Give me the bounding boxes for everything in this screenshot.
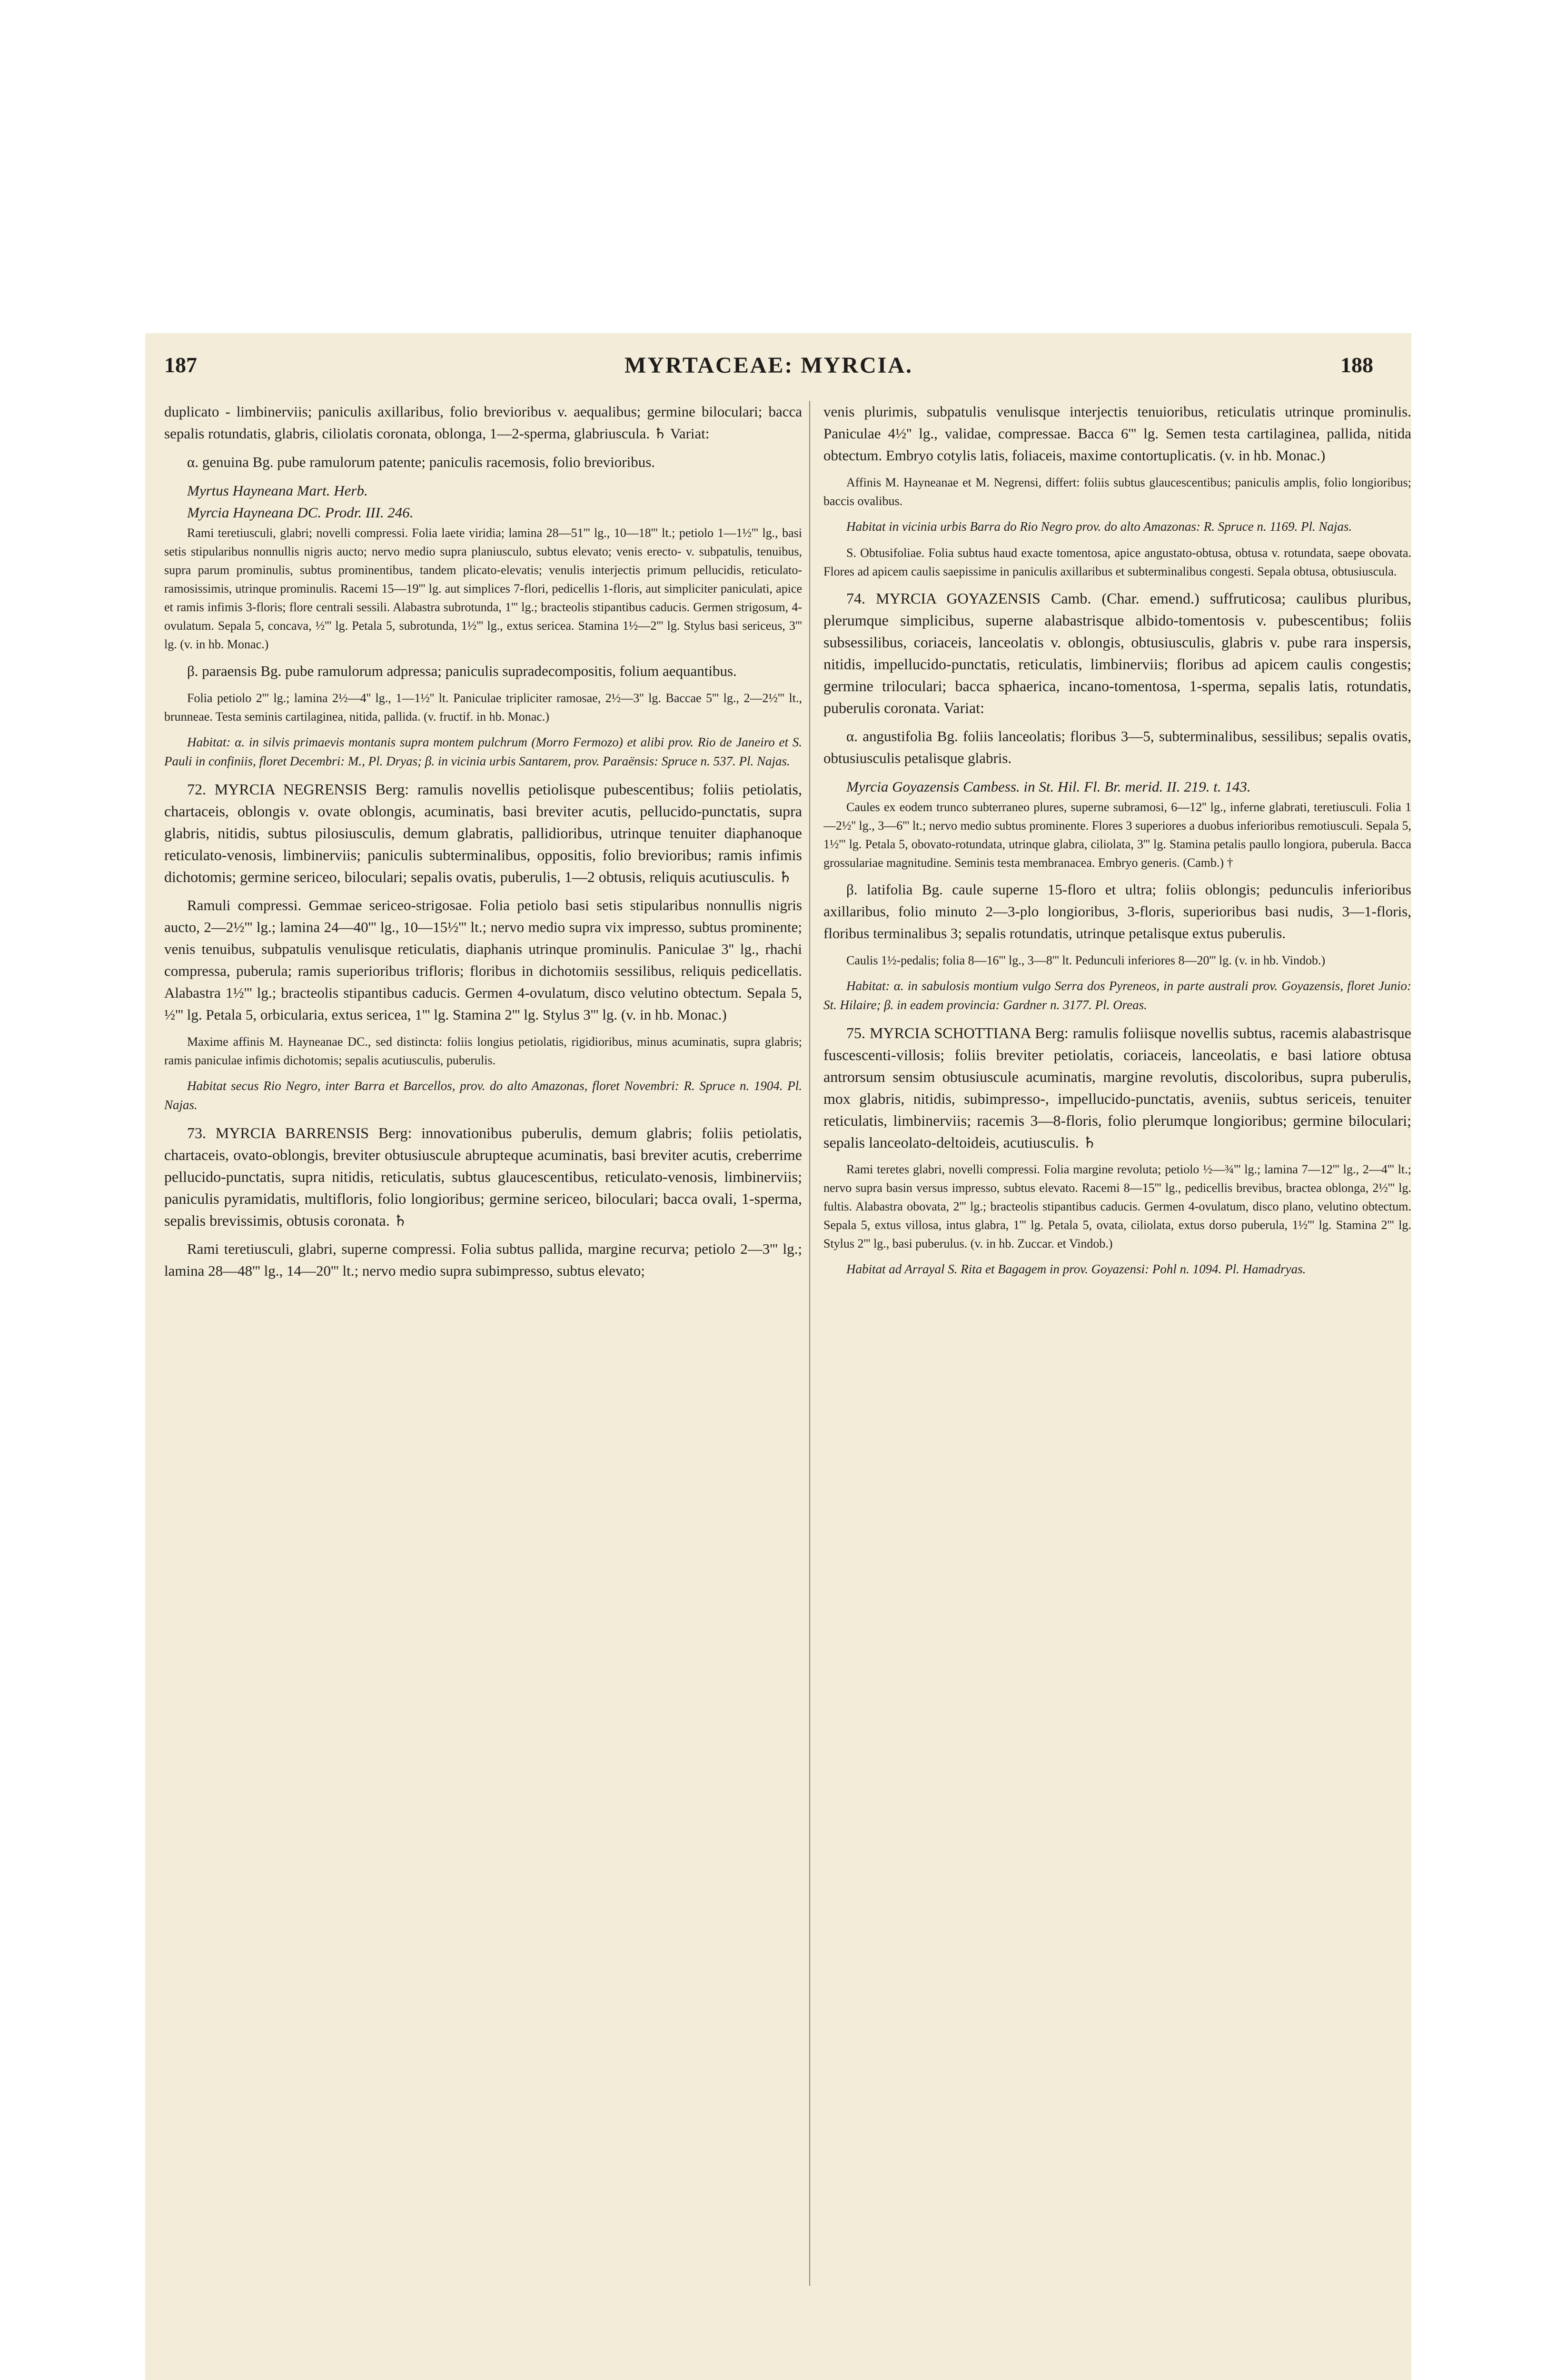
morphology-paragraph: Ramuli compressi. Gemmae sericeo-strigosae. Folia petiolo basi setis stipularibus nonnullis nigris aucto, 2—2½''' lg.; lamina 24—40''' lg., 10—15½''' lt.; nervo medio supra vix impresso, subtus prominente; venis tenuibus, subpatulis venulisque reticulatis, diaphanis utrinque prominulis. Paniculae 3'' lg., rhachi compressa, puberula; ramis superioribus trifloris; floribus in dichotomiis sessilibus, reliquis pedicellatis. Alabastra 1½''' lg.; bracteolis stipantibus caducis. Germen 4-ovulatum, disco velutino obtectum. Sepala 5, ½''' lg. Petala 5, orbicularia, extus sericea, 1''' lg. Stamina 2''' lg. Stylus 3''' lg. (v. in hb. Monac.) [164,897,802,1023]
species-entry-73: 73. MYRCIA BARRENSIS Berg: innovationibus puberulis, demum glabris; foliis petiolatis, chartaceis, ovato-oblongis, breviter obtusiuscule abrupteque acuminatis, basi breviter acutis, creberrime pellucido-punctatis, supra nitidis, reticulatis, subtus glaucescentibus, reticulato-venosis, limbinerviis; paniculis pyramidatis, multifloris, folio longioribus; germine sericeo, biloculari; bacca ovali, 1-sperma, sepalis brevissimis, obtusis coronata. ♄ [164,1124,802,1229]
right-column [823,401,1411,2305]
synonym: Myrcia Goyazensis Cambess. in St. Hil. Fl. Br. merid. II. 219. t. 143. [846,778,1251,795]
habitat-note: Habitat ad Arrayal S. Rita et Bagagem in prov. Goyazensi: Pohl n. 1094. Pl. Hamadryas. [846,1262,1306,1276]
affinity-note: Maxime affinis M. Hayneanae DC., sed distincta: foliis longius petiolatis, rigidioribus, minus acuminatis, supra glabris; ramis paniculae infimis dichotomis; sepalis acutiusculis, puberulis. [164,1035,802,1067]
morphology-paragraph: Rami teretiusculi, glabri; novelli compressi. Folia laete viridia; lamina 28—51''' lg., 10—18''' lt.; petiolo 1—1½''' lg., basi setis stipularibus nonnullis nigris aucto; nervo medio supra planiusculo, subtus elevato; venis erecto- v. subpatulis, tenuibus, supra parum prominulis, subtus prominentibus, tandem plicato-elevatis; venulis interjectis primum pellucidis, reticulato-ramosissimis, utrinque prominulis. Racemi 15—19''' lg. aut simplices 7-flori, pedicellis 1-floris, aut simpliciter paniculati, apice et ramis infimis 3-floris; flore centrali sessili. Alabastra subrotunda, 1''' lg.; bracteolis stipantibus caducis. Germen strigosum, 4-ovulatum. Sepala 5, concava, ½''' lg. Petala 5, subrotunda, 1½''' lg., extus sericea. Stamina 1½—2''' lg. Stylus basi sericeus, 3''' lg. (v. in hb. Monac.) [164,526,802,651]
description-paragraph: venis plurimis, subpatulis venulisque interjectis tenuioribus, reticulatis utrinque prominulis. Paniculae 4½'' lg., validae, compressae. Bacca 6''' lg. Semen testa cartilaginea, pallida, nitida obtectum. Embryo cotylis latis, foliaceis, maxime contortuplicatis. (v. in hb. Monac.) [823,403,1411,464]
species-entry-74: 74. MYRCIA GOYAZENSIS Camb. (Char. emend.) suffruticosa; caulibus pluribus, plerumque simplicibus, superne alabastrisque albido-tomentosis v. pubescentibus; foliis subsessilibus, coriaceis, lanceolatis v. oblongis, obtusiusculis, glabris v. pube rara inspersis, nitidis, impellucido-punctatis, reticulatis, limbinerviis; floribus ad apicem caulis congestis; germine triloculari; bacca sphaerica, incano-tomentosa, 1-sperma, sepalis latis, rotundatis, puberulis coronata. Variat: [823,590,1411,716]
running-title: MYRTACEAE: MYRCIA. [624,353,913,378]
morphology-paragraph: Folia petiolo 2''' lg.; lamina 2½—4'' lg., 1—1½'' lt. Paniculae tripliciter ramosae, 2½—3'' lg. Baccae 5''' lg., 2—2½''' lt., brunneae. Testa seminis cartilaginea, nitida, pallida. (v. fructif. in hb. Monac.) [164,691,802,724]
description-paragraph: duplicato - limbinerviis; paniculis axillaribus, folio brevioribus v. aequalibus; germine biloculari; bacca sepalis rotundatis, glabris, ciliolatis coronata, oblonga, 1—2-sperma, glabriuscula. ♄ Variat: [164,403,802,442]
morphology-paragraph: Rami teretiusculi, glabri, superne compressi. Folia subtus pallida, margine recurva; petiolo 2—3''' lg.; lamina 28—48''' lg., 14—20''' lt.; nervo medio supra subimpresso, subtus elevato; [164,1240,802,1279]
habitat-note: Habitat: α. in sabulosis montium vulgo Serra dos Pyreneos, in parte australi prov. Goyazensis, floret Junio: St. Hilaire; β. in eadem provincia: Gardner n. 3177. Pl. Oreas. [823,979,1411,1012]
morphology-paragraph: Caules ex eodem trunco subterraneo plures, superne subramosi, 6—12'' lg., inferne glabrati, teretiusculi. Folia 1—2½'' lg., 3—6''' lt.; nervo medio subtus prominente. Flores 3 superiores a duobus inferioribus remotiusculi. Sepala 5, 1½''' lg. Petala 5, obovato-rotundata, utrinque glabra, ciliolata, 3''' lg. Stamina petalis paullo longiora, puberula. Bacca grossulariae magnitudine. Seminis testa membranacea. Embryo generis. (Camb.) † [823,800,1411,870]
column-divider [809,401,810,2286]
morphology-paragraph: Rami teretes glabri, novelli compressi. Folia margine revoluta; petiolo ½—¾''' lg.; lamina 7—12''' lg., 2—4''' lt.; nervo supra basin versus impresso, subtus elevato. Racemi 8—15''' lg., pedicellis brevibus, bractea oblonga, 2½''' lg. fultis. Alabastra obovata, 2''' lg.; bracteolis stipantibus caducis. Germen 4-ovulatum, disco plano, velutino obtectum. Sepala 5, extus villosa, intus glabra, 1''' lg. Petala 5, ovata, ciliolata, extus dorso puberula, 1½''' lg. Stamina 2''' lg. Stylus 2''' lg., basi puberulus. (v. in hb. Zuccar. et Vindob.) [823,1162,1411,1250]
morphology-paragraph: Caulis 1½-pedalis; folia 8—16''' lg., 3—8''' lt. Pedunculi inferiores 8—20''' lg. (v. in hb. Vindob.) [846,953,1326,967]
species-entry-75: 75. MYRCIA SCHOTTIANA Berg: ramulis foliisque novellis subtus, racemis alabastrisque fuscescenti-villosis; foliis breviter petiolatis, coriaceis, lanceolatis, e basi latiore obtusa antrorsum sensim obtusiuscule acuminatis, margine revolutis, discoloribus, supra puberulis, mox glabris, nitidis, subimpresso-, impellucido-punctatis, aveniis, subtus sericeis, tenuiter reticulatis, limbinerviis; racemis 3—8-floris, folio plerumque longioribus; germine biloculari; sepalis lanceolato-deltoideis, acutiusculis. ♄ [823,1024,1411,1151]
page-number-left: 187 [164,353,197,377]
synonym: Myrtus Hayneana Mart. Herb. [187,482,368,499]
species-entry-72: 72. MYRCIA NEGRENSIS Berg: ramulis novellis petiolisque pubescentibus; foliis petiolatis, chartaceis, oblongis v. ovate oblongis, acuminatis, basi breviter acutis, pellucido-punctatis, supra glabris, nitidis, subtus pilosiusculis, demum glabratis, pallidioribus, utrinque tenuiter diaphanoque reticulato-venosis, limbinerviis; paniculis subterminalibus, oppositis, folio brevioribus; ramis infimis dichotomis; germine sericeo, biloculari; sepalis ovatis, puberulis, 1—2 obtusis, reliquis acutiusculis. ♄ [164,781,802,885]
variety-alpha: α. angustifolia Bg. foliis lanceolatis; floribus 3—5, subterminalibus, sessilibus; sepalis ovatis, obtusiusculis petalisque glabris. [823,728,1411,766]
variety-alpha: α. genuina Bg. pube ramulorum patente; paniculis racemosis, folio brevioribus. [187,454,655,470]
affinity-note: Affinis M. Hayneanae et M. Negrensi, differt: foliis subtus glaucescentibus; paniculis amplis, folio longioribus; baccis ovalibus. [823,476,1411,508]
variety-beta: β. paraensis Bg. pube ramulorum adpressa; paniculis supradecompositis, folium aequantibus. [187,663,737,679]
variety-beta: β. latifolia Bg. caule superne 15-floro et ultra; foliis oblongis; pedunculis inferioribus axillaribus, folio minuto 2—3-plo longioribus, 3-floris, superioribus basi nudis, 3—1-floris, floribus terminalibus 3; sepalis rotundatis, utrinque petalisque extus puberulis. [823,881,1411,942]
left-column [164,401,802,2305]
page-number-right: 188 [1340,353,1373,377]
running-header [164,352,1373,386]
habitat-note: Habitat: α. in silvis primaevis montanis supra montem pulchrum (Morro Fermozo) et alibi prov. Rio de Janeiro et S. Pauli in confiniis, floret Decembri: M., Pl. Dryas; β. in vicinia urbis Santarem, prov. Paraënsis: Spruce n. 537. Pl. Najas. [164,735,802,768]
habitat-note: Habitat secus Rio Negro, inter Barra et Barcellos, prov. do alto Amazonas, floret Novembri: R. Spruce n. 1904. Pl. Najas. [164,1079,802,1112]
habitat-note: Habitat in vicinia urbis Barra do Rio Negro prov. do alto Amazonas: R. Spruce n. 1169. Pl. Najas. [846,519,1352,534]
section-heading-obtusifoliae: S. Obtusifoliae. Folia subtus haud exacte tomentosa, apice angustato-obtusa, obtusa v. rotundata, saepe obovata. Flores ad apicem caulis saepissime in paniculis axillaribus et subterminalibus congesti. Sepala obtusa, obtusiuscula. [823,546,1411,578]
synonym: Myrcia Hayneana DC. Prodr. III. 246. [187,504,414,521]
